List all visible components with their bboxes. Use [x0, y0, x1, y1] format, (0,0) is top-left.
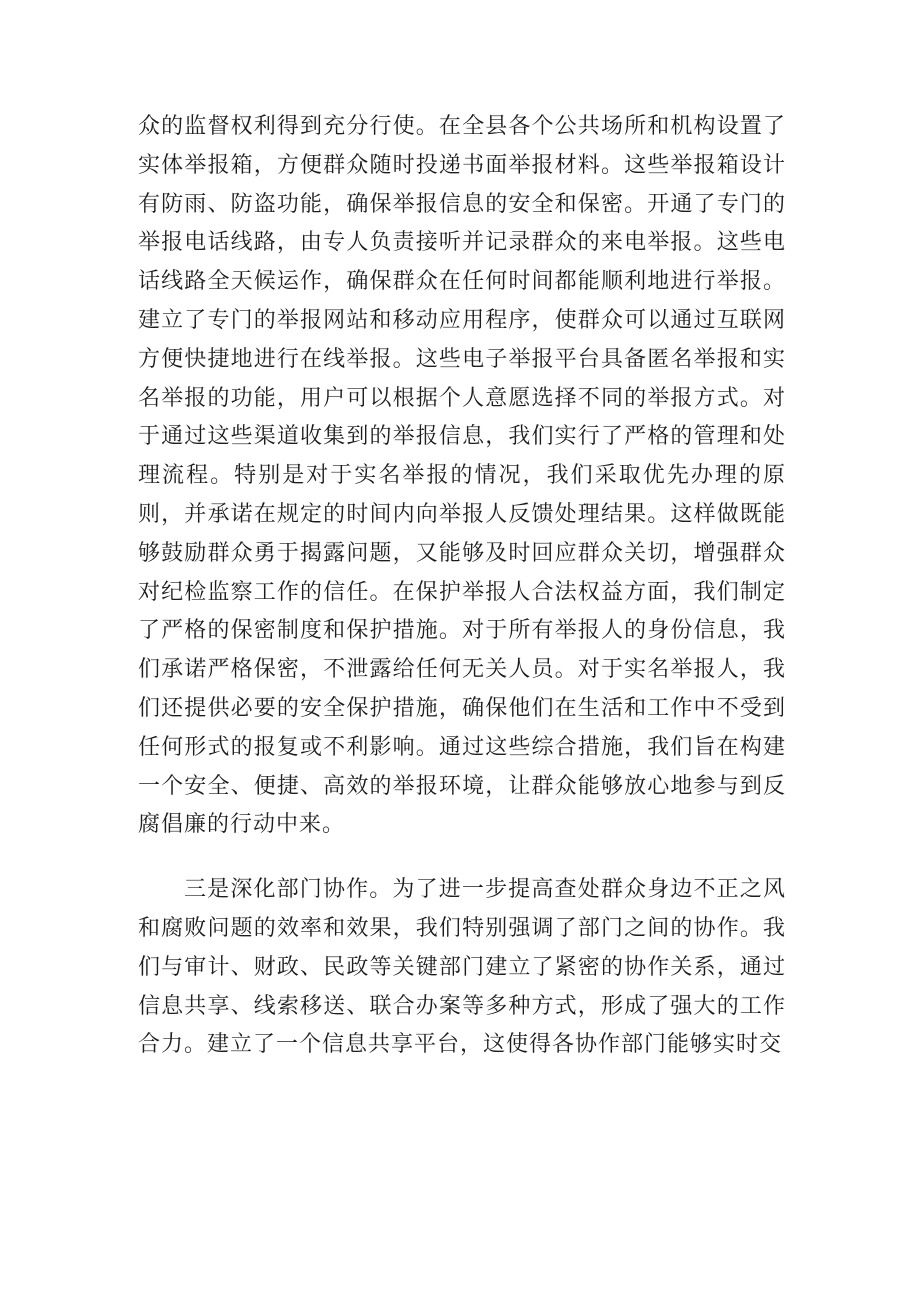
body-paragraph-reporting-channels: 众的监督权利得到充分行使。在全县各个公共场所和机构设置了实体举报箱，方便群众随时投递书面举报材料。这些举报箱设计有防雨、防盗功能，确保举报信息的安全和保密。开通了专门的举报电话线路，由专人负责接听并记录群众的来电举报。这些电话线路全天候运作，确保群众在任何时间都能顺利地进行举报。建立了专门的举报网站和移动应用程序，使群众可以通过互联网方便快捷地进行在线举报。这些电子举报平台具备匿名举报和实名举报的功能，用户可以根据个人意愿选择不同的举报方式。对于通过这些渠道收集到的举报信息，我们实行了严格的管理和处理流程。特别是对于实名举报的情况，我们采取优先办理的原则，并承诺在规定的时间内向举报人反馈处理结果。这样做既能够鼓励群众勇于揭露问题，又能够及时回应群众关切，增强群众对纪检监察工作的信任。在保护举报人合法权益方面，我们制定了严格的保密制度和保护措施。对于所有举报人的身份信息，我们承诺严格保密，不泄露给任何无关人员。对于实名举报人，我们还提供必要的安全保护措施，确保他们在生活和工作中不受到任何形式的报复或不利影响。通过这些综合措施，我们旨在构建一个安全、便捷、高效的举报环境，让群众能够放心地参与到反腐倡廉的行动中来。: [138, 114, 786, 838]
document-body: [138, 108, 786, 1065]
body-paragraph-department-cooperation: 三是深化部门协作。为了进一步提高查处群众身边不正之风和腐败问题的效率和效果，我们特别强调了部门之间的协作。我们与审计、财政、民政等关键部门建立了紧密的协作关系，通过信息共享、线索移送、联合办案等多种方式，形成了强大的工作合力。建立了一个信息共享平台，这使得各协作部门能够实时交: [138, 877, 786, 1058]
